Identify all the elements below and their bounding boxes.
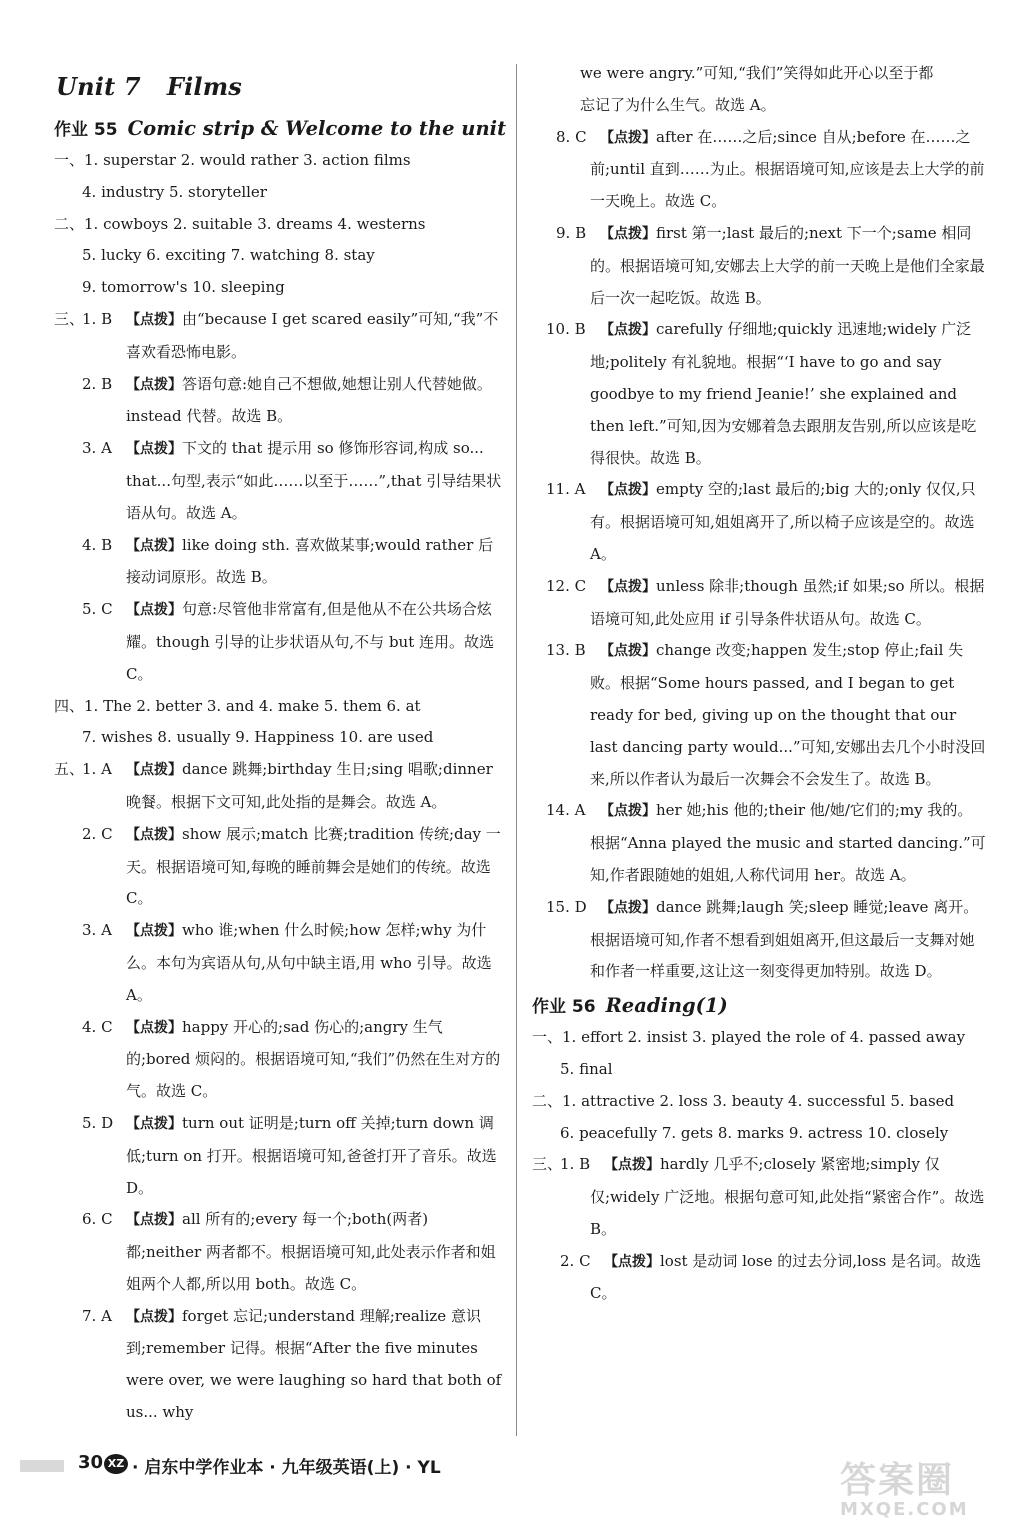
tip-label: 【点拨】 [600,129,656,146]
answer-line: 6. peacefully 7. gets 8. marks 9. actress 10. closely [560,1123,949,1142]
homework-title: Comic strip & Welcome to the unit [127,117,507,140]
question-number: 3. A [82,921,112,940]
question-number: 4. B [82,535,113,554]
answer-line: 9. tomorrow's 10. sleeping [82,278,285,297]
page-number: 30 [78,1452,104,1473]
continued-line: 忘记了为什么生气。故选 A。 [580,95,776,114]
explanation-text: empty 空的;last 最后的;big 大的;only 仅仅,只有。根据语境可知,姐姐离开了,所以椅子应该是空的。故选 A。 [590,480,976,563]
explanation-text: turn out 证明是;turn off 关掉;turn down 调低;turn on 打开。根据语境可知,爸爸打开了音乐。故选 D。 [126,1113,497,1197]
section-3 [54,304,502,691]
tip-label: 【点拨】 [604,1253,660,1270]
tip-label: 【点拨】 [126,1019,182,1036]
explanation-text: 答语句意:她自己不想做,她想让别人代替她做。instead 代替。故选 B。 [126,374,492,426]
tip-label: 【点拨】 [126,376,182,393]
explanation-text: all 所有的;every 每一个;both(两者)都;neither 两者都不。根据语境可知,此处表示作者和姐姐两个人都,所以用 both。故选 C。 [126,1210,496,1293]
tip-label: 【点拨】 [126,441,182,458]
explanation-text: 由“because I get scared easily”可知,“我”不喜欢看恐怖电影。 [126,309,499,361]
tip-label: 【点拨】 [126,1212,182,1229]
footer-bar [20,1460,64,1472]
watermark-logo: 答案圈 [840,1460,955,1501]
answer-line: 1. effort 2. insist 3. played the role of 4. passed away [562,1028,966,1047]
question-number: 7. A [82,1306,112,1325]
section-number: 一、 [532,1028,563,1047]
answer-line: 1. attractive 2. loss 3. beauty 4. successful 5. based [562,1091,955,1110]
tip-label: 【点拨】 [600,578,656,595]
publisher-logo-icon: XZ [104,1454,128,1474]
section-number: 四、 [54,696,85,715]
explanation-text: lost 是动词 lose 的过去分词,loss 是名词。故选 C。 [590,1251,982,1303]
question-number: 5. C [82,600,113,619]
section-number: 二、 [532,1091,563,1110]
question-number: 9. B [556,223,587,242]
tip-label: 【点拨】 [126,1308,182,1325]
tip-label: 【点拨】 [126,826,182,843]
tip-label: 【点拨】 [600,899,656,916]
answer-line: 7. wishes 8. usually 9. Happiness 10. are used [82,728,434,747]
explanation-text: after 在……之后;since 自从;before 在……之前;until 直到……为止。根据语境可知,应该是去上大学的前一天晚上。故选 C。 [590,127,985,211]
tip-label: 【点拨】 [600,225,656,242]
explanation-text: dance 跳舞;birthday 生日;sing 唱歌;dinner 晚餐。根据下文可知,此处指的是舞会。故选 A。 [126,760,493,811]
homework-56-heading [532,992,986,1017]
section-4 [54,691,502,755]
explanation-text: forget 忘记;understand 理解;realize 意识到;remember 记得。根据“After the five minutes were over, we were laughing so hard that both of us... why [126,1306,502,1422]
homework-title: Reading(1) [605,994,728,1018]
column-divider [516,64,517,1436]
section-number: 三、 [532,1155,563,1174]
question-number: 1. B [82,309,113,328]
tip-label: 【点拨】 [126,923,182,940]
question-number: 13. B [546,641,586,660]
answer-line: 1. superstar 2. would rather 3. action films [84,151,411,169]
section-2 [54,209,502,304]
page-footer [20,1450,540,1480]
homework-tag: 作业 55 [54,120,118,140]
r-section-3 [532,1149,986,1310]
tip-label: 【点拨】 [126,1115,182,1132]
section-5-continued [546,122,986,989]
tip-label: 【点拨】 [126,537,182,554]
r-section-2 [532,1086,986,1150]
tip-label: 【点拨】 [600,803,656,820]
question-number: 3. A [82,439,112,458]
book-title: · 启东中学作业本 · 九年级英语(上) · YL [132,1458,441,1478]
tip-label: 【点拨】 [600,482,656,499]
explanation-text: who 谁;when 什么时候;how 怎样;why 为什么。本句为宾语从句,从句中缺主语,用 who 引导。故选 A。 [126,921,492,1004]
section-5 [54,754,502,1429]
homework-tag: 作业 56 [532,997,596,1018]
r-section-1 [532,1022,986,1086]
question-number: 11. A [546,480,586,499]
explanation-text: like doing sth. 喜欢做某事;would rather 后接动词原形。故选 B。 [126,535,494,587]
explanation-text: her 她;his 他的;their 他/她/它们的;my 我的。根据“Anna played the music and started dancing.”可知,作者跟随她的姐姐,人称代词用 her。故选 A。 [590,801,986,884]
answer-line: 5. lucky 6. exciting 7. watching 8. stay [82,246,375,265]
question-number: 6. C [82,1210,113,1229]
tip-label: 【点拨】 [600,643,656,660]
watermark [840,1452,1000,1528]
tip-label: 【点拨】 [126,311,182,328]
unit-name: Films [166,72,243,101]
tip-label: 【点拨】 [126,602,182,619]
explanation-text: carefully 仔细地;quickly 迅速地;widely 广泛地;politely 有礼貌地。根据“‘I have to go and say goodbye to my friend Jeanie!’ she explained and then left.”可知,因为安娜着急去跟朋友告别,所以应该是吃得很快。故选 B。 [590,320,977,467]
tip-label: 【点拨】 [126,762,182,779]
explanation-text: 句意:尽管他非常富有,但是他从不在公共场合炫耀。though 引导的让步状语从句,不与 but 连用。故选 C。 [126,600,495,683]
question-number: 15. D [546,897,587,916]
watermark-url: MXQE.COM [840,1499,969,1520]
tip-label: 【点拨】 [600,322,656,339]
explanation-text: unless 除非;though 虽然;if 如果;so 所以。根据语境可知,此处应用 if 引导条件状语从句。故选 C。 [590,576,985,628]
answer-line: 1. The 2. better 3. and 4. make 5. them 6. at [84,696,421,715]
section-number: 三、 [54,309,85,328]
question-number: 10. B [546,320,586,339]
section-number: 五、 [54,760,85,779]
question-number: 8. C [556,127,587,146]
explanation-text: dance 跳舞;laugh 笑;sleep 睡觉;leave 离开。根据语境可知,作者不想看到姐姐离开,但这最后一支舞对她和作者一样重要,这让这一刻变得更加特别。故选 D。 [590,897,979,981]
question-number: 1. A [82,760,112,779]
explanation-text: hardly 几乎不;closely 紧密地;simply 仅仅;widely 广泛地。根据句意可知,此处指“紧密合作”。故选 B。 [590,1155,985,1238]
explanation-text: change 改变;happen 发生;stop 停止;fail 失败。根据“Some hours passed, and I began to get ready for bed, giving up on the thought that our last dancing party would...”可知,安娜出去几个小时没回来,所以作者认为最后一次舞会不会发生了。故选 B。 [590,641,986,788]
question-number: 2. B [82,374,113,393]
question-number: 12. C [546,576,587,595]
question-number: 4. C [82,1017,113,1036]
question-number: 14. A [546,801,586,820]
explanation-text: happy 开心的;sad 伤心的;angry 生气的;bored 烦闷的。根据语境可知,“我们”仍然在生对方的气。故选 C。 [126,1017,501,1101]
section-1 [54,145,502,209]
unit-title [56,72,502,101]
left-column [54,58,507,1429]
unit-number: Unit 7 [56,72,141,101]
homework-55-heading [54,115,507,140]
tip-label: 【点拨】 [604,1157,660,1174]
answer-line: 4. industry 5. storyteller [82,182,267,201]
question-number: 1. B [560,1155,591,1174]
explanation-text: 下文的 that 提示用 so 修饰形容词,构成 so... that...句型,表示“如此……以至于……”,that 引导结果状语从句。故选 A。 [126,439,502,522]
explanation-text: first 第一;last 最后的;next 下一个;same 相同的。根据语境可知,安娜去上大学的前一天晚上是他们全家最后一次一起吃饭。故选 B。 [590,223,985,307]
section-number: 二、 [54,214,85,233]
right-column [532,58,986,1310]
section-number: 一、 [54,151,85,169]
question-number: 5. D [82,1113,114,1132]
question-number: 2. C [82,824,113,843]
explanation-text: show 展示;match 比赛;tradition 传统;day 一天。根据语境可知,每晚的睡前舞会是她们的传统。故选 C。 [126,824,501,908]
answer-line: 5. final [560,1059,613,1078]
continued-line: we were angry.”可知,“我们”笑得如此开心以至于都 [580,64,934,82]
question-number: 2. C [560,1251,591,1270]
answer-line: 1. cowboys 2. suitable 3. dreams 4. westerns [84,214,426,233]
